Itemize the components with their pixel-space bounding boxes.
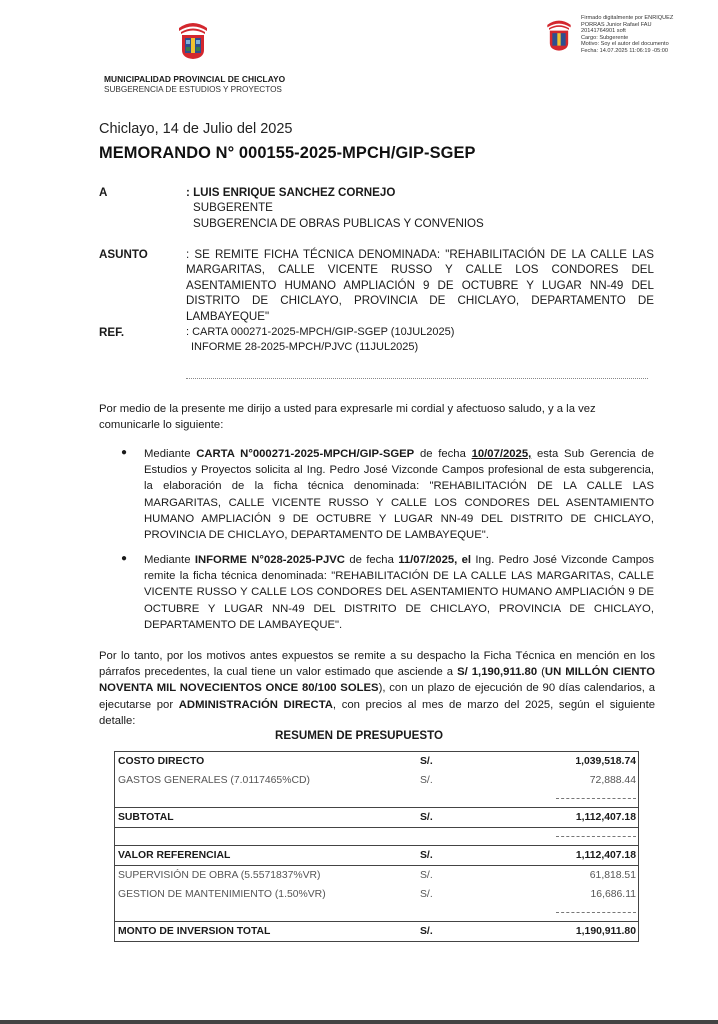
currency: S/. (420, 889, 433, 900)
currency: S/. (416, 922, 523, 942)
subject-label: ASUNTO (99, 248, 148, 261)
row-label: SUPERVISIÓN DE OBRA (5.5571837%VR) (115, 866, 417, 886)
page-bottom-edge (0, 1020, 718, 1024)
text: ( (537, 666, 545, 679)
text: Ing. Pedro José Vizconde Campos remite la ficha técnica denominada: "REHABILITACIÓN DE LA CALLE LAS MARGARITAS, CALLE VICENTE RUSSO Y CALLE LOS CONDORES DEL ASENTAMIENTO HUMANO AMPLIACIÓN 9 DE OCTUBRE Y LUGAR NN-49 DEL DISTRITO DE CHICLAYO, PROVINCIA DE CHICLAYO, DEPARTAMENTO DE LAMBAYEQUE". (144, 554, 654, 631)
row-amount: 1,190,911.80 (523, 922, 639, 942)
memo-date: Chiclayo, 14 de Julio del 2025 (99, 121, 293, 137)
carta-date: 10/07/2025, (471, 448, 532, 460)
table-row (115, 808, 639, 828)
subject-text: : SE REMITE FICHA TÉCNICA DENOMINADA: "REHABILITACIÓN DE LA CALLE LAS MARGARITAS, CALLE VICENTE RUSSO Y CALLE LOS CONDORES DEL ASENTAMIENTO HUMANO AMPLIACIÓN 9 DE OCTUBRE Y LUGAR NN-49 DEL DISTRITO DE CHICLAYO, PROVINCIA DE CHICLAYO, DEPARTAMENTO DE LAMBAYEQUE" (186, 248, 654, 323)
row-label: MONTO DE INVERSION TOTAL (115, 922, 417, 942)
currency: S/. (420, 775, 433, 786)
bullet-icon: ● (121, 553, 128, 564)
informe-reference: INFORME N°028-2025-PJVC (194, 554, 345, 566)
dashed-rule (556, 798, 636, 799)
bullet-item-carta (144, 446, 654, 543)
to-label: A (99, 186, 108, 199)
budget-table (114, 751, 639, 942)
row-amount: 61,818.51 (523, 866, 639, 886)
table-row (115, 771, 639, 790)
signature-line: 20141764901 soft (581, 28, 626, 35)
currency: S/. (420, 756, 433, 767)
organization-name: MUNICIPALIDAD PROVINCIAL DE CHICLAYO (104, 74, 286, 84)
signature-coat-of-arms-icon (544, 16, 574, 52)
row-amount: 1,112,407.18 (523, 846, 639, 866)
table-spacer-row (115, 790, 639, 808)
row-label: GASTOS GENERALES (7.0117465%CD) (118, 775, 310, 786)
to-block (186, 185, 656, 231)
conclusion-paragraph (99, 648, 655, 729)
currency: S/. (416, 808, 523, 828)
municipal-coat-of-arms-icon (175, 18, 211, 60)
row-label: COSTO DIRECTO (118, 756, 205, 767)
informe-date: 11/07/2025, el (398, 554, 472, 566)
row-label: VALOR REFERENCIAL (115, 846, 417, 866)
total-amount-words: UN MILLÓN CIENTO NOVENTA MIL NOVECIENTOS ONCE 80/100 SOLES (99, 666, 656, 695)
signature-line: Motivo: Soy el autor del documento (581, 41, 669, 48)
text: Mediante (144, 448, 197, 460)
signature-line: Cargo: Subgerente (581, 34, 629, 41)
signature-line: Fecha: 14.07.2025 11:06:19 -05:00 (581, 47, 668, 54)
table-spacer-row (115, 828, 639, 846)
bullet-item-informe (144, 552, 654, 633)
table-row (115, 866, 639, 886)
carta-reference: CARTA N°000271-2025-MPCH/GIP-SGEP (196, 448, 415, 460)
digital-signature-block (581, 15, 673, 55)
total-amount: S/ 1,190,911.80 (457, 666, 538, 679)
signature-line: PORRAS Junior Rafael FAU (581, 21, 652, 28)
currency: S/. (416, 846, 523, 866)
row-amount: 72,888.44 (589, 775, 636, 786)
table-spacer-row (115, 904, 639, 922)
row-label: SUBTOTAL (115, 808, 417, 828)
signature-line: Firmado digitalmente por ENRIQUEZ (581, 15, 674, 21)
intro-paragraph: Por medio de la presente me dirijo a usted para expresarle mi cordial y afectuoso saludo, y a la vez comunicarle lo siguiente: (99, 403, 596, 432)
table-row (115, 846, 639, 866)
table-row (115, 885, 639, 904)
row-label: GESTION DE MANTENIMIENTO (1.50%VR) (118, 889, 326, 900)
currency: S/. (416, 866, 523, 886)
row-amount: 1,112,407.18 (523, 808, 639, 828)
recipient-role: SUBGERENTE (193, 201, 273, 215)
budget-title: RESUMEN DE PRESUPUESTO (275, 729, 443, 742)
execution-modality: ADMINISTRACIÓN DIRECTA (178, 698, 333, 711)
bullet-icon: ● (121, 447, 128, 458)
memo-title: MEMORANDO N° 000155-2025-MPCH/GIP-SGEP (99, 144, 476, 162)
reference-carta: : CARTA 000271-2025-MPCH/GIP-SGEP (10JUL2025) (186, 326, 455, 338)
text: de fecha (344, 554, 399, 566)
dashed-rule (556, 912, 636, 913)
text: , con precios al mes de marzo del 2025, según el siguiente detalle: (99, 698, 655, 727)
text: Por lo tanto, por los motivos antes expuestos se remite a su despacho la Ficha Técnica en mención en los párrafos precedentes, la cual tiene un valor estimado que asciende a (99, 650, 655, 679)
reference-label: REF. (99, 326, 125, 339)
text: ), con un plazo de ejecución de 90 días calendarios, a ejecutarse por (99, 682, 655, 711)
recipient-office: SUBGERENCIA DE OBRAS PUBLICAS Y CONVENIOS (193, 216, 484, 230)
row-amount: 1,039,518.74 (575, 756, 636, 767)
organization-subunit: SUBGERENCIA DE ESTUDIOS Y PROYECTOS (104, 85, 282, 94)
text: de fecha (414, 448, 472, 460)
text: esta Sub Gerencia de Estudios y Proyectos solicita al Ing. Pedro José Vizconde Campos profesional de esta subgerencia, la elaboración de la ficha técnica denominada: "REHABILITACIÓN DE LA CALLE LAS MARGARITAS, CALLE VICENTE RUSSO Y CALLE LOS CONDORES DEL ASENTAMIENTO HUMANO AMPLIACIÓN 9 DE OCTUBRE Y LUGAR NN-49 DEL DISTRITO DE CHICLAYO, PROVINCIA DE CHICLAYO, DEPARTAMENTO DE LAMBAYEQUE". (144, 448, 654, 542)
table-row (115, 922, 639, 942)
reference-informe: INFORME 28-2025-MPCH/PJVC (11JUL2025) (191, 341, 419, 354)
recipient-name: : LUIS ENRIQUE SANCHEZ CORNEJO (186, 186, 396, 199)
dotted-divider (186, 378, 648, 379)
dashed-rule (556, 836, 636, 837)
text: Mediante (144, 554, 195, 566)
table-row (115, 752, 639, 772)
reference-block (186, 325, 656, 356)
row-amount: 16,686.11 (590, 889, 636, 900)
